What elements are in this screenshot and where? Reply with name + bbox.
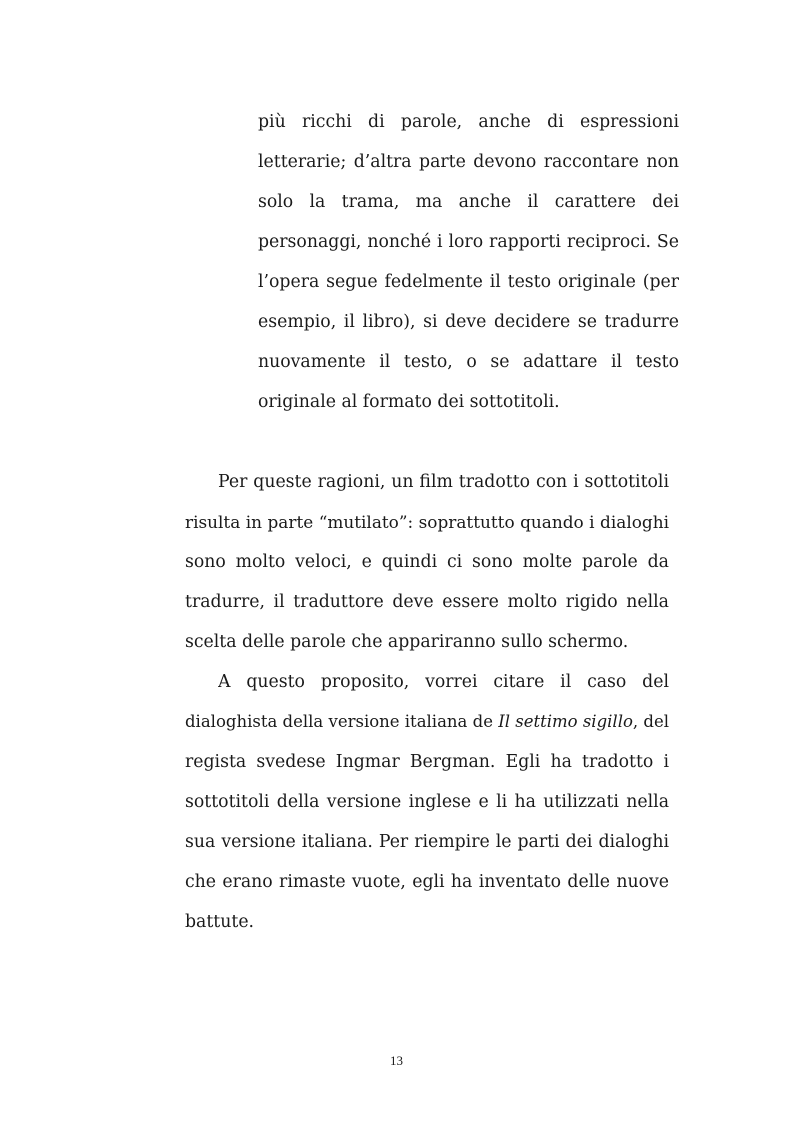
quote-line: nuovamente il testo, o se adattare il testo — [258, 352, 679, 372]
quote-line: l’opera segue fedelmente il testo originale (per — [258, 272, 679, 292]
film-title: Il settimo sigillo — [498, 712, 633, 731]
quote-line: originale al formato dei sottotitoli. — [258, 392, 560, 412]
paragraph-line: sono molto veloci, e quindi ci sono molte parole da — [185, 552, 669, 572]
paragraph-line: battute. — [185, 912, 255, 932]
quote-line: più ricchi di parole, anche di espressioni — [258, 112, 679, 132]
paragraph-line: regista svedese Ingmar Bergman. Egli ha tradotto i — [185, 752, 669, 772]
paragraph-text: , del — [632, 712, 669, 731]
page-number: 13 — [390, 1053, 403, 1068]
paragraph-text: dialoghista della versione italiana de — [185, 712, 499, 731]
quote-line: esempio, il libro), si deve decidere se tradurre — [258, 312, 679, 332]
paragraph-line: Per queste ragioni, un film tradotto con i sottotitoli — [218, 472, 669, 492]
paragraph-line: scelta delle parole che appariranno sullo schermo. — [185, 632, 629, 652]
paragraph-line — [185, 702, 669, 742]
paragraph-line: sua versione italiana. Per riempire le parti dei dialoghi — [185, 832, 669, 852]
paragraph-line: tradurre, il traduttore deve essere molto rigido nella — [185, 592, 669, 612]
paragraph-line: sottotitoli della versione inglese e li ha utilizzati nella — [185, 792, 669, 812]
paragraph-line: che erano rimaste vuote, egli ha inventato delle nuove — [185, 872, 669, 892]
quote-line: letterarie; d’altra parte devono raccontare non — [258, 152, 679, 172]
quote-line: personaggi, nonché i loro rapporti reciproci. Se — [258, 232, 679, 252]
quote-line: solo la trama, ma anche il carattere dei — [258, 192, 679, 212]
paragraph-line: A questo proposito, vorrei citare il caso del — [218, 672, 669, 692]
paragraph-line: risulta in parte “mutilato”: soprattutto quando i dialoghi — [185, 512, 669, 532]
